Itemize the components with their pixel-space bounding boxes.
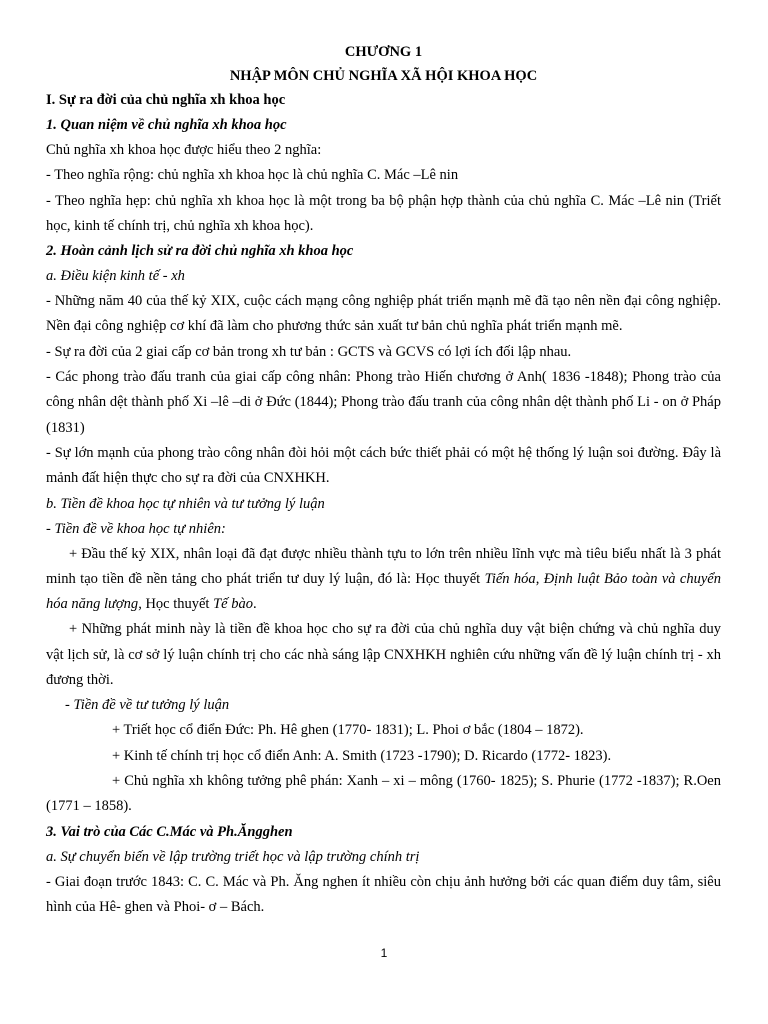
subsection-heading: 3. Vai trò của Các C.Mác và Ph.Ăngghen xyxy=(46,823,293,840)
paragraph: - Theo nghĩa rộng: chủ nghĩa xh khoa học là chủ nghĩa C. Mác –Lê nin xyxy=(46,167,459,184)
item-heading: a. Điều kiện kinh tế - xh xyxy=(46,268,185,285)
page-number: 1 xyxy=(380,946,388,960)
text-run: , Học thuyết xyxy=(138,596,214,613)
sub-item-heading: - Tiền đề về khoa học tự nhiên: xyxy=(46,520,226,537)
text-run: + Đầu thế kỷ XIX, nhân loại đã đạt được nhiều thành tựu to lớn trên nhiều lĩnh vực mà tiêu biểu nhất là 3 phát minh tạo tiền đề nền tảng cho phát triển tư duy lý luận, đó là: Học thuyết xyxy=(46,545,721,587)
subsection-heading: 1. Quan niệm về chủ nghĩa xh khoa học xyxy=(46,117,287,133)
italic-term: Định luật Bảo toàn và chuyển hóa năng lượng xyxy=(46,570,721,613)
sub-item-heading: - Tiền đề về tư tưởng lý luận xyxy=(65,697,230,714)
chapter-label: CHƯƠNG 1 xyxy=(344,44,423,60)
text-run: . xyxy=(252,596,257,613)
paragraph: - Giai đoạn trước 1843: C. C. Mác và Ph. Ăng nghen ít nhiều còn chịu ảnh hưởng bởi các quan điểm duy tâm, siêu hình của Hê- ghen và Phoi- ơ – Bách. xyxy=(46,873,721,915)
text-run: , xyxy=(535,570,544,587)
italic-term: Tế bào xyxy=(213,596,253,613)
paragraph: - Sự ra đời của 2 giai cấp cơ bản trong xh tư bản : GCTS và GCVS có lợi ích đối lập nhau. xyxy=(46,343,572,360)
item-heading: b. Tiền đề khoa học tự nhiên và tư tưởng lý luận xyxy=(46,495,325,512)
document-page xyxy=(46,40,721,920)
paragraph xyxy=(46,542,721,618)
list-item: + Chủ nghĩa xh không tưởng phê phán: Xanh – xi – mông (1760- 1825); S. Phurie (1772 -1837); R.Oen (1771 – 1858). xyxy=(46,772,721,815)
paragraph: - Những năm 40 của thế kỷ XIX, cuộc cách mạng công nghiệp phát triển mạnh mẽ đã tạo nên nền đại công nghiệp. Nền đại công nghiệp cơ khí đã làm cho phương thức sản xuất tư bản chủ nghĩa phát triển mạnh mẽ. xyxy=(46,293,721,335)
section-heading: I. Sự ra đời của chủ nghĩa xh khoa học xyxy=(46,92,286,108)
paragraph: - Theo nghĩa hẹp: chủ nghĩa xh khoa học là một trong ba bộ phận hợp thành của chủ nghĩa C. Mác –Lê nin (Triết học, kinh tế chính trị, chủ nghĩa xh khoa học). xyxy=(46,192,721,234)
subsection-heading: 2. Hoàn cảnh lịch sử ra đời chủ nghĩa xh khoa học xyxy=(46,243,354,260)
italic-term: Tiến hóa xyxy=(484,570,536,587)
list-item: + Triết học cổ điển Đức: Ph. Hê ghen (1770- 1831); L. Phoi ơ bắc (1804 – 1872). xyxy=(112,722,584,739)
item-heading: a. Sự chuyển biến về lập trường triết học và lập trường chính trị xyxy=(46,848,420,865)
list-item: + Kinh tế chính trị học cổ điển Anh: A. Smith (1723 -1790); D. Ricardo (1772- 1823). xyxy=(112,747,612,764)
paragraph: - Sự lớn mạnh của phong trào công nhân đòi hỏi một cách bức thiết phải có một hệ thống lý luận soi đường. Đây là mảnh đất hiện thực cho sự ra đời của CNXHKH. xyxy=(46,444,721,487)
paragraph: Chủ nghĩa xh khoa học được hiểu theo 2 nghĩa: xyxy=(46,142,322,158)
chapter-title: NHẬP MÔN CHỦ NGHĨA XÃ HỘI KHOA HỌC xyxy=(229,68,538,84)
paragraph: - Các phong trào đấu tranh của giai cấp công nhân: Phong trào Hiến chương ở Anh( 1836 -1848); Phong trào của công nhân dệt thành phố Xi –lê –di ở Đức (1844); Phong trào đấu tranh của công nhân dệt thành phố Li - on ở Pháp (1831) xyxy=(46,369,721,436)
paragraph: + Những phát minh này là tiền đề khoa học cho sự ra đời của chủ nghĩa duy vật biện chứng và chủ nghĩa duy vật lịch sử, là cơ sở lý luận chính trị cho các nhà sáng lập CNXHKH nghiên cứu những vấn đề lý luận chính trị - xh đương thời. xyxy=(46,621,721,689)
